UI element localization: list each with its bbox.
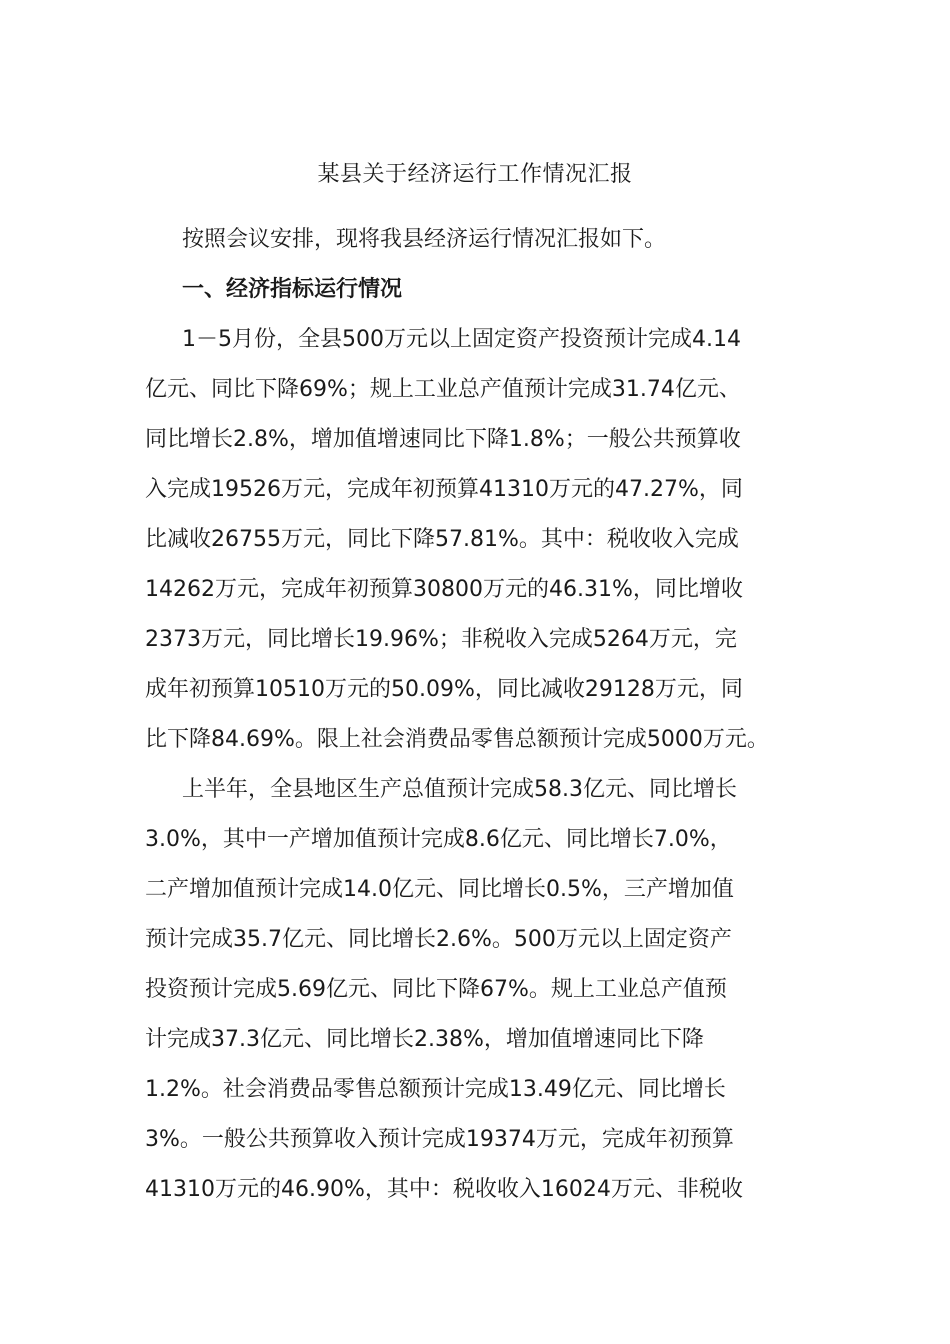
paragraph-line: 41310万元的46.90%，其中：税收收入16024万元、非税收 — [145, 1177, 743, 1202]
paragraph-line: 成年初预算10510万元的50.09%，同比减收29128万元，同 — [145, 677, 743, 702]
paragraph-line: 投资预计完成5.69亿元、同比下降67%。规上工业总产值预 — [145, 977, 727, 1002]
section-heading: 一、经济指标运行情况 — [182, 277, 403, 302]
document-title: 某县关于经济运行工作情况汇报 — [317, 162, 633, 187]
paragraph-line: 1.2%。社会消费品零售总额预计完成13.49亿元、同比增长 — [145, 1077, 726, 1102]
paragraph-line: 上半年，全县地区生产总值预计完成58.3亿元、同比增长 — [182, 777, 737, 802]
paragraph-line: 14262万元，完成年初预算30800万元的46.31%，同比增收 — [145, 577, 743, 602]
paragraph-line: 3.0%，其中一产增加值预计完成8.6亿元、同比增长7.0%， — [145, 827, 732, 852]
paragraph-line: 入完成19526万元，完成年初预算41310万元的47.27%，同 — [145, 477, 743, 502]
paragraph-2 — [145, 765, 825, 1215]
paragraph-line: 二产增加值预计完成14.0亿元、同比增长0.5%，三产增加值 — [145, 877, 734, 902]
paragraph-line: 2373万元，同比增长19.96%；非税收入完成5264万元，完 — [145, 627, 737, 652]
document-body — [145, 215, 825, 1215]
paragraph-line: 比减收26755万元，同比下降57.81%。其中：税收收入完成 — [145, 527, 739, 552]
paragraph-1 — [145, 315, 825, 765]
paragraph-line: 亿元、同比下降69%；规上工业总产值预计完成31.74亿元、 — [145, 377, 741, 402]
paragraph-line: 同比增长2.8%，增加值增速同比下降1.8%；一般公共预算收 — [145, 427, 741, 452]
paragraph-line: 计完成37.3亿元、同比增长2.38%，增加值增速同比下降 — [145, 1027, 704, 1052]
paragraph-line: 1－5月份，全县500万元以上固定资产投资预计完成4.14 — [182, 327, 741, 352]
paragraph-line: 比下降84.69%。限上社会消费品零售总额预计完成5000万元。 — [145, 727, 769, 752]
paragraph-line: 预计完成35.7亿元、同比增长2.6%。500万元以上固定资产 — [145, 927, 732, 952]
intro-paragraph: 按照会议安排，现将我县经济运行情况汇报如下。 — [182, 227, 667, 252]
paragraph-line: 3%。一般公共预算收入预计完成19374万元，完成年初预算 — [145, 1127, 734, 1152]
